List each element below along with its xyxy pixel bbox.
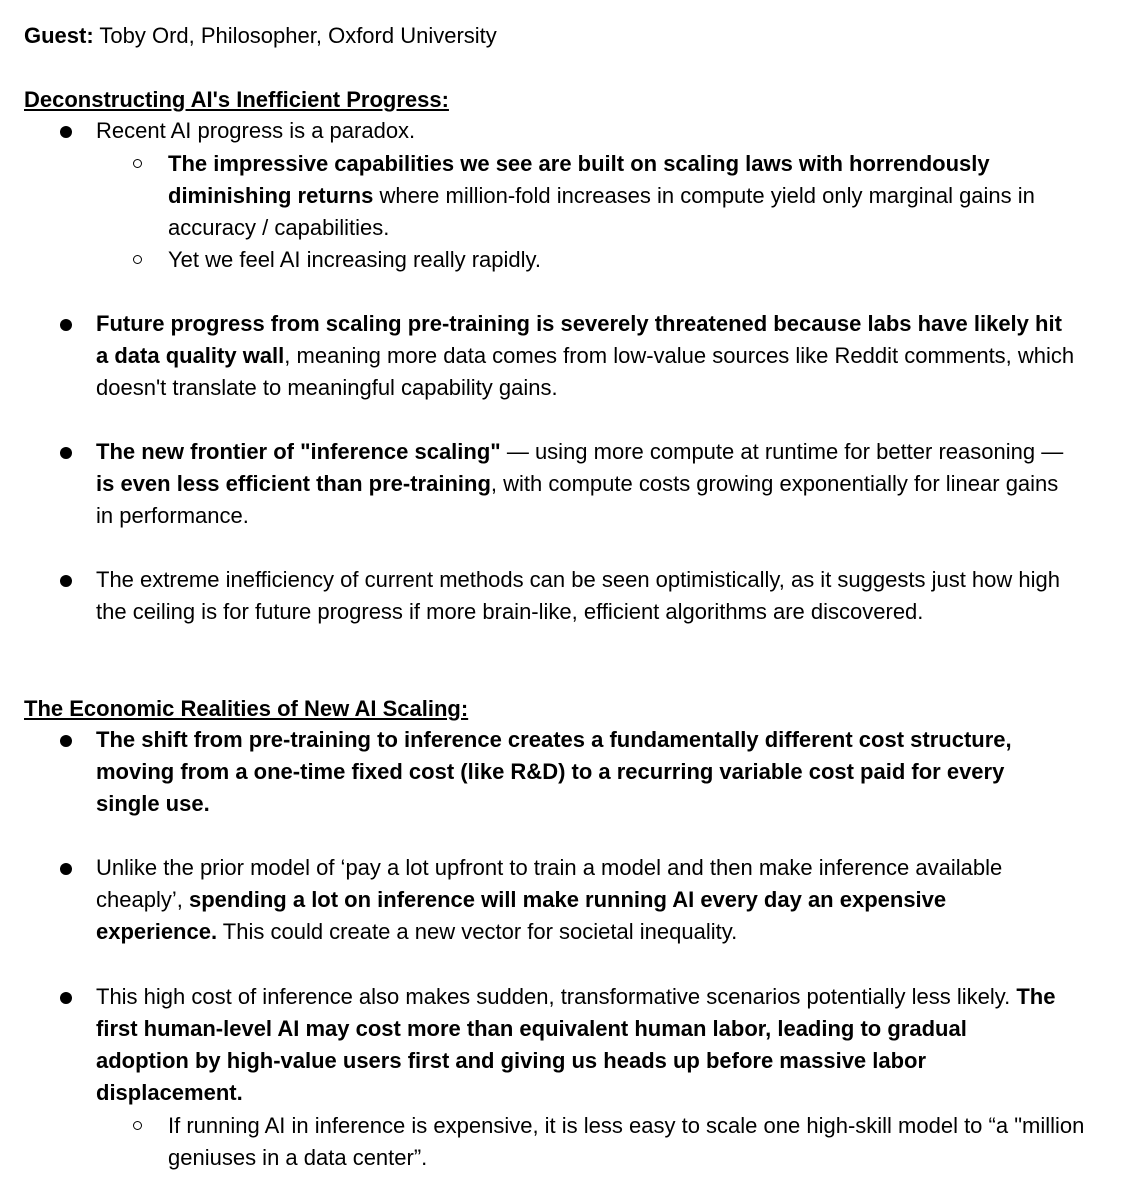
list-item: Unlike the prior model of ‘pay a lot upfront to train a model and then make inference available cheaply’, spending a lot on inference will make running AI every day an expensive experience. This could create a new vector for societal inequality. <box>96 855 1003 944</box>
bullet-icon <box>60 575 72 587</box>
list-item: The extreme inefficiency of current methods can be seen optimistically, as it suggests just how high the ceiling is for future progress if more brain-like, efficient algorithms are discovered. <box>96 567 1060 624</box>
list-item: The new frontier of "inference scaling" — using more compute at runtime for better reasoning — is even less efficient than pre-training, with compute costs growing exponentially for linear gains in performance. <box>96 439 1064 528</box>
sub-list-item: If running AI in inference is expensive, it is less easy to scale one high-skill model to “a "million geniuses in a data center”. <box>168 1113 1085 1170</box>
bullet-icon <box>60 863 72 875</box>
bullet-icon <box>60 319 72 331</box>
list-item: The shift from pre-training to inference creates a fundamentally different cost structure, moving from a one-time fixed cost (like R&D) to a recurring variable cost paid for every single use. <box>96 727 1012 816</box>
list-item: Future progress from scaling pre-training is severely threatened because labs have likely hit a data quality wall, meaning more data comes from low-value sources like Reddit comments, which doesn't translate to meaningful capability gains. <box>96 311 1075 400</box>
guest-label: Guest: <box>24 23 94 48</box>
list-item: This high cost of inference also makes sudden, transformative scenarios potentially less likely. The first human-level AI may cost more than equivalent human labor, leading to gradual adoption by high-value users first and giving us heads up before massive labor displacement. <box>96 984 1056 1105</box>
hollow-bullet-icon <box>133 1121 142 1130</box>
bullet-icon <box>60 735 72 747</box>
bullet-icon <box>60 447 72 459</box>
guest-text: Toby Ord, Philosopher, Oxford University <box>93 23 497 48</box>
guest-line <box>24 20 497 52</box>
hollow-bullet-icon <box>133 159 142 168</box>
bullet-icon <box>60 992 72 1004</box>
sub-list-item: Yet we feel AI increasing really rapidly. <box>168 247 541 272</box>
section-heading-economic-realities: The Economic Realities of New AI Scaling: <box>24 696 469 721</box>
list-item: Recent AI progress is a paradox. <box>96 118 416 143</box>
bullet-icon <box>60 126 72 138</box>
sub-list-item: The impressive capabilities we see are built on scaling laws with horrendously diminishing returns where million-fold increases in compute yield only marginal gains in accuracy / capabilities. <box>168 151 1035 240</box>
hollow-bullet-icon <box>133 255 142 264</box>
section-heading-inefficient-progress: Deconstructing AI's Inefficient Progress: <box>24 87 449 112</box>
